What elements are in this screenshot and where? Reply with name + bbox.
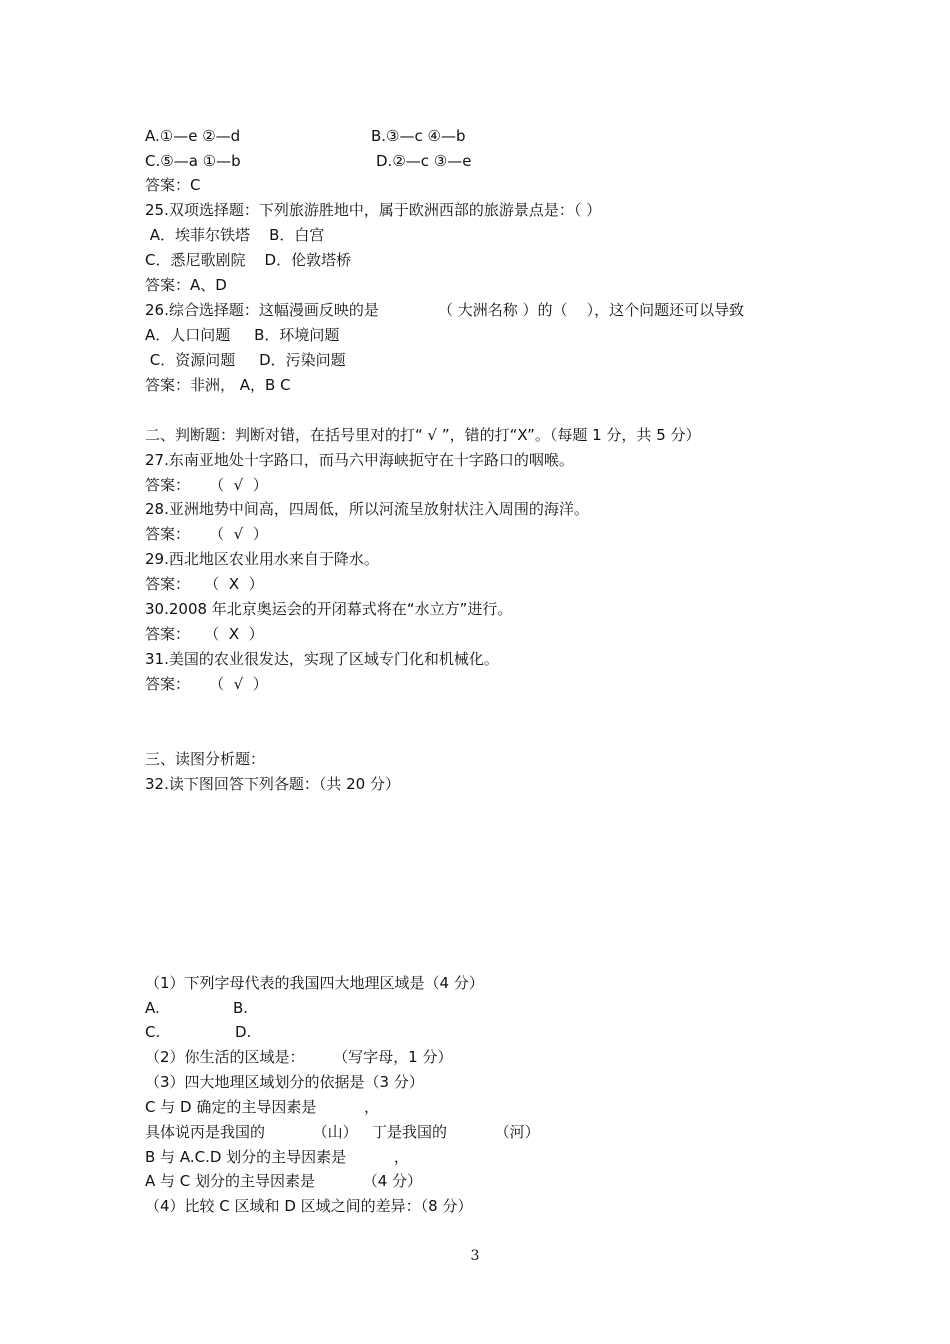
q29-text: 29.西北地区农业用水来自于降水。 xyxy=(145,550,379,568)
q32-sub1-c: C. xyxy=(145,1023,161,1041)
q26-options-ab: A．人口问题 B．环境问题 xyxy=(145,326,340,344)
q26-stem-part1: 26.综合选择题：这幅漫画反映的是 xyxy=(145,301,379,319)
q24-option-d: D.②—c ③—e xyxy=(376,152,472,170)
q27-answer: 答案： （ √ ） xyxy=(145,476,268,494)
q28-answer: 答案： （ √ ） xyxy=(145,525,268,543)
q32-sub4: （4）比较 C 区域和 D 区域之间的差异：（8 分） xyxy=(145,1197,473,1215)
q26-answer: 答案：非洲， A，B C xyxy=(145,376,291,394)
q25-options-ab: A．埃菲尔铁塔 B．白宫 xyxy=(145,226,325,244)
q25-options-cd: C．悉尼歌剧院 D．伦敦塔桥 xyxy=(145,251,352,269)
q24-option-a: A.①—e ②—d xyxy=(145,127,241,145)
q30-answer: 答案： （ X ） xyxy=(145,625,264,643)
q32-sub3: （3）四大地理区域划分的依据是（3 分） xyxy=(145,1073,424,1091)
q32-sub3-line-ac: A 与 C 划分的主导因素是 （4 分） xyxy=(145,1172,423,1190)
q24-answer: 答案：C xyxy=(145,176,201,194)
q32-sub1-a: A. xyxy=(145,999,160,1017)
section3-heading: 三、读图分析题： xyxy=(145,750,266,768)
q31-text: 31.美国的农业很发达，实现了区域专门化和机械化。 xyxy=(145,650,499,668)
q26-options-cd: C．资源问题 D．污染问题 xyxy=(145,351,346,369)
q29-answer: 答案： （ X ） xyxy=(145,575,264,593)
q32-sub3-line-detail: 具体说丙是我国的 （山） 丁是我国的 （河） xyxy=(145,1123,540,1141)
q32-sub3-line-cd: C 与 D 确定的主导因素是 ， xyxy=(145,1098,380,1116)
page-number: 3 xyxy=(470,1248,480,1264)
q25-answer: 答案：A、D xyxy=(145,276,227,294)
q32-sub2: （2）你生活的区域是： （写字母，1 分） xyxy=(145,1048,453,1066)
q32-sub1: （1）下列字母代表的我国四大地理区域是（4 分） xyxy=(145,974,484,992)
q24-option-b: B.③—c ④—b xyxy=(371,127,466,145)
q28-text: 28.亚洲地势中间高，四周低，所以河流呈放射状注入周围的海洋。 xyxy=(145,500,589,518)
q32-stem: 32.读下图回答下列各题：（共 20 分） xyxy=(145,775,400,793)
q25-stem: 25.双项选择题：下列旅游胜地中，属于欧洲西部的旅游景点是：（ ） xyxy=(145,201,602,219)
q30-text: 30.2008 年北京奥运会的开闭幕式将在“水立方”进行。 xyxy=(145,600,513,618)
section2-heading: 二、判断题：判断对错，在括号里对的打“ √ ”，错的打“X”。（每题 1 分，共 5 分） xyxy=(145,426,701,444)
q32-sub3-line-b: B 与 A.C.D 划分的主导因素是 ， xyxy=(145,1148,409,1166)
q27-text: 27.东南亚地处十字路口，而马六甲海峡扼守在十字路口的咽喉。 xyxy=(145,451,574,469)
q26-stem-part2: （ 大洲名称 ）的（ ），这个问题还可以导致 xyxy=(438,301,745,319)
q32-sub1-b: B. xyxy=(233,999,249,1017)
q24-option-c: C.⑤—a ①—b xyxy=(145,152,241,170)
q32-sub1-d: D. xyxy=(235,1023,252,1041)
q31-answer: 答案： （ √ ） xyxy=(145,675,268,693)
